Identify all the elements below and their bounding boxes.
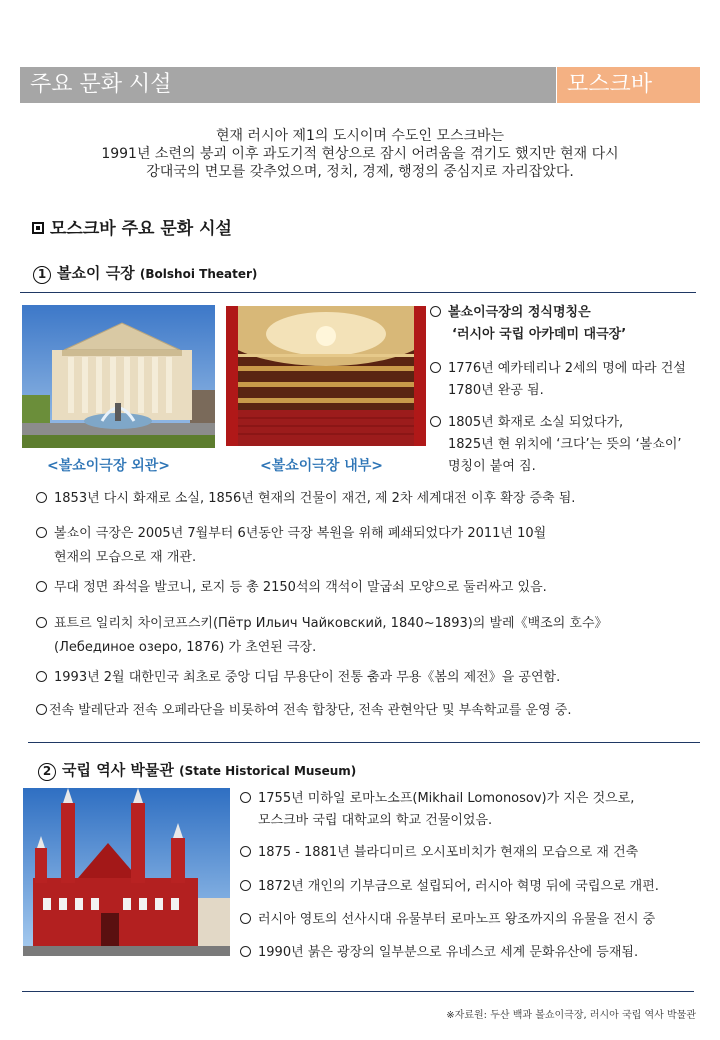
divider (28, 742, 700, 743)
bullet-item (36, 701, 572, 721)
bullet-item (240, 910, 655, 930)
bullet-item (240, 788, 634, 832)
bullet-text: 현재의 모습으로 재 개관. (54, 550, 197, 565)
bullet-text: 1755년 미하일 로마노소프(Mikhail Lomonosov)가 지은 것으로, (258, 791, 635, 806)
bullet-text: 1872년 개인의 기부금으로 설립되어, 러시아 혁명 뒤에 국립으로 개편. (258, 879, 659, 894)
section-title (32, 214, 232, 239)
bullet-text: 모스크바 국립 대학교의 학교 건물이었음. (258, 813, 493, 828)
bullet-text: 1805년 화재로 소실 되었다가, (448, 415, 624, 430)
circle-bullet-icon (430, 416, 441, 427)
bullet-item (430, 358, 686, 402)
circle-bullet-icon (240, 880, 251, 891)
circle-bullet-icon (36, 617, 47, 628)
bullet-text: 전속 발레단과 전속 오페라단을 비롯하여 전속 합창단, 전속 관현악단 및 부속학교를 운영 중. (49, 703, 572, 718)
bullet-item (430, 412, 682, 478)
bullet-text: 표트르 일리치 차이코프스키(Пётр Ильич Чайковский, 1840~1893)의 발레《백조의 호수》 (54, 616, 608, 631)
bolshoi-interior-photo (226, 306, 426, 446)
section-title-text: 모스크바 주요 문화 시설 (50, 219, 232, 239)
museum-heading (38, 759, 356, 781)
bullet-item (36, 668, 560, 688)
bullet-text: 1776년 예카테리나 2세의 명에 따라 건설 (448, 361, 686, 376)
museum-photo (23, 788, 230, 956)
circle-bullet-icon (430, 306, 441, 317)
museum-title-en: (State Historical Museum) (179, 764, 357, 778)
circle-bullet-icon (36, 492, 47, 503)
bullet-item (36, 522, 546, 570)
bullet-item (240, 877, 659, 897)
bullet-item (240, 843, 638, 863)
circle-bullet-icon (240, 913, 251, 924)
bolshoi-exterior-photo (22, 305, 215, 448)
circle-bullet-icon (36, 581, 47, 592)
circle-bullet-icon (36, 671, 47, 682)
circle-bullet-icon (430, 362, 441, 373)
bullet-text: 명칭이 붙여 짐. (448, 459, 536, 474)
bullet-text: ‘러시아 국립 아카데미 대극장’ (452, 327, 627, 342)
city-badge: 모스크바 (557, 67, 700, 103)
source-note: ※자료원: 두산 백과 볼쇼이극장, 러시아 국립 역사 박물관 (446, 1010, 696, 1021)
divider (20, 292, 696, 293)
circle-bullet-icon (36, 527, 47, 538)
caption-interior: <볼쇼이극장 내부> (260, 458, 384, 474)
caption-exterior: <볼쇼이극장 외관> (47, 458, 171, 474)
intro-paragraph (30, 127, 690, 181)
bolshoi-title-en: (Bolshoi Theater) (139, 267, 258, 281)
bullet-item (36, 578, 547, 598)
bullet-text: 볼쇼이 극장은 2005년 7월부터 6년동안 극장 복원을 위해 폐쇄되었다가 2011년 10월 (54, 526, 547, 541)
square-bullet-icon (32, 222, 44, 234)
bullet-text: 1990년 붉은 광장의 일부분으로 유네스코 세계 문화유산에 등재됨. (258, 945, 639, 960)
circle-bullet-icon (240, 792, 251, 803)
page-title: 주요 문화 시설 (20, 67, 556, 103)
bolshoi-title: 볼쇼이 극장 (57, 264, 135, 282)
circle-bullet-icon (240, 846, 251, 857)
bullet-text: 1993년 2월 대한민국 최초로 중앙 디딤 무용단이 전통 춤과 무용《봄의 제전》을 공연함. (54, 670, 561, 685)
divider (22, 991, 694, 992)
intro-line: 강대국의 면모를 갖추었으며, 정치, 경제, 행정의 중심지로 자리잡았다. (146, 164, 574, 180)
bullet-text: 1853년 다시 화재로 소실, 1856년 현재의 건물이 재건, 제 2차 세계대전 이후 확장 증축 됨. (54, 491, 576, 506)
bullet-text: 볼쇼이극장의 정식명칭은 (448, 305, 591, 320)
bullet-text: 1875 - 1881년 블라디미르 오시포비치가 현재의 모습으로 재 건축 (258, 845, 639, 860)
bullet-item (240, 943, 638, 963)
bullet-item (36, 612, 608, 660)
museum-title: 국립 역사 박물관 (62, 761, 174, 779)
bullet-item (430, 302, 626, 346)
bullet-text: (Лебединое озеро, 1876) 가 초연된 극장. (54, 640, 317, 655)
bolshoi-heading (33, 262, 257, 284)
intro-line: 1991년 소련의 붕괴 이후 과도기적 현상으로 잠시 어려움을 겪기도 했지만 현재 다시 (101, 146, 619, 162)
circle-bullet-icon (36, 704, 47, 715)
bullet-item (36, 489, 575, 509)
bullet-text: 러시아 영토의 선사시대 유물부터 로마노프 왕조까지의 유물을 전시 중 (258, 912, 656, 927)
intro-line: 현재 러시아 제1의 도시이며 수도인 모스크바는 (215, 128, 505, 144)
circled-number: 1 (33, 266, 51, 284)
bullet-text: 무대 정면 좌석을 발코니, 로지 등 총 2150석의 객석이 말굽쇠 모양으로 둘러싸고 있음. (54, 580, 547, 595)
bullet-text: 1825년 현 위치에 ‘크다’는 뜻의 ‘볼쇼이’ (448, 437, 682, 452)
circled-number: 2 (38, 763, 56, 781)
bullet-text: 1780년 완공 됨. (448, 383, 544, 398)
circle-bullet-icon (240, 946, 251, 957)
